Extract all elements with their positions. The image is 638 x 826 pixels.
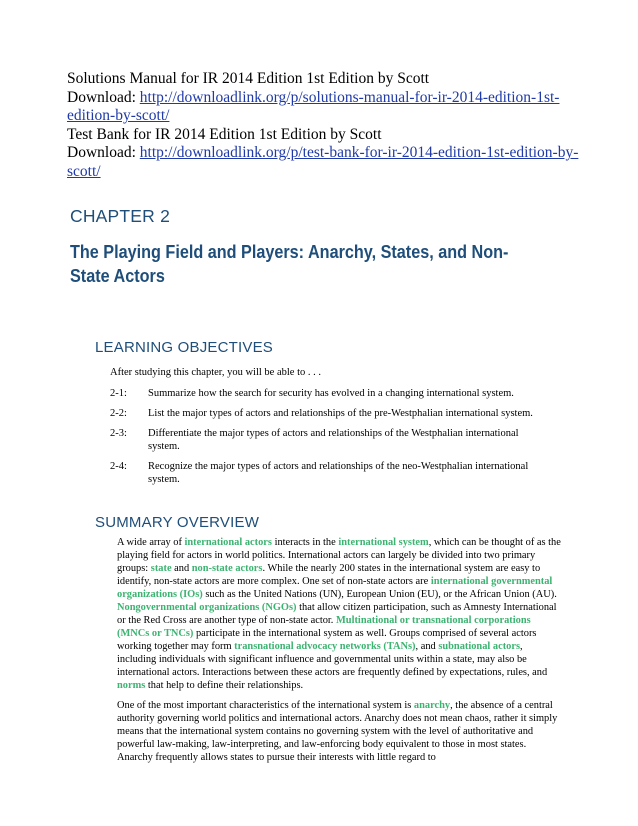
learning-objectives-intro: After studying this chapter, you will be able to . . . (110, 367, 321, 378)
key-term: norms (117, 680, 146, 691)
solutions-manual-link[interactable]: http://downloadlink.org/p/solutions-manual-for-ir-2014-edition-1st-edition-by-scott/ (67, 88, 560, 124)
body-text: One of the most important characteristics of the international system is (117, 700, 414, 711)
summary-body (117, 536, 563, 771)
body-text: participate in the international system as well. Groups comprised of several actors working together may form (117, 628, 537, 652)
test-bank-download-line (67, 144, 587, 181)
key-term: state (150, 563, 172, 574)
body-text: , and (415, 641, 439, 652)
chapter-title: The Playing Field and Players: Anarchy, States, and Non-State Actors (70, 242, 509, 286)
body-text: and (171, 563, 192, 574)
summary-overview-heading: SUMMARY OVERVIEW (95, 514, 260, 531)
body-text: that allow citizen participation, such as Amnesty International or the Red Cross are another type of non-state actor. (117, 602, 557, 626)
key-term: subnational actors (438, 641, 521, 652)
key-term: Nongovernmental organizations (NGOs) (117, 602, 297, 613)
key-term: international actors (184, 537, 272, 548)
download-header (67, 70, 587, 181)
list-item (110, 460, 540, 486)
key-term: anarchy (413, 700, 451, 711)
objective-text: Differentiate the major types of actors and relationships of the Westphalian international system. (148, 428, 519, 452)
solutions-manual-title: Solutions Manual for IR 2014 Edition 1st Edition by Scott (67, 70, 430, 87)
list-item (110, 407, 540, 420)
key-term: non-state actors (191, 563, 263, 574)
solutions-download-line (67, 89, 587, 126)
body-text: that help to define their relationships. (145, 680, 304, 691)
body-text: interacts in the (271, 537, 339, 548)
test-bank-title: Test Bank for IR 2014 Edition 1st Edition by Scott (67, 125, 382, 143)
objective-text: Recognize the major types of actors and relationships of the neo-Westphalian international system. (148, 461, 529, 485)
objective-number: 2-3: (110, 428, 127, 439)
summary-paragraph-2 (117, 699, 563, 764)
key-term: international governmental organizations (IOs) (117, 576, 553, 600)
body-text: . While the nearly 200 states in the international system are easy to identify, non-state actors are more complex. One set of non-state actors are (117, 563, 541, 587)
objective-text: Summarize how the search for security has evolved in a changing international system. (148, 388, 514, 399)
objective-text: List the major types of actors and relationships of the pre-Westphalian international system. (148, 408, 533, 419)
body-text: such as the United Nations (UN), European Union (EU), or the African Union (AU). (202, 589, 557, 600)
objective-number: 2-4: (110, 461, 127, 472)
download-label: Download: (67, 144, 140, 161)
list-item (110, 427, 540, 453)
download-label: Download: (67, 88, 140, 106)
body-text: A wide array of (117, 537, 185, 548)
chapter-label: CHAPTER 2 (70, 206, 171, 226)
objective-number: 2-1: (110, 388, 127, 399)
test-bank-link[interactable]: http://downloadlink.org/p/test-bank-for-ir-2014-edition-1st-edition-by-scott/ (67, 144, 579, 180)
key-term: Multinational or transnational corporations (MNCs or TNCs) (117, 615, 531, 639)
learning-objectives-heading: LEARNING OBJECTIVES (95, 339, 274, 356)
learning-objectives-list (110, 380, 540, 486)
list-item (110, 387, 540, 400)
key-term: international system (338, 537, 429, 548)
body-text: , including individuals with significant influence and governmental units within a state, may also be international actors. Interactions between these actors are frequently defined by expectations, rules, and (117, 641, 548, 678)
key-term: transnational advocacy networks (TANs) (234, 641, 416, 652)
summary-paragraph-1 (117, 536, 563, 692)
objective-number: 2-2: (110, 408, 127, 419)
body-text: , which can be thought of as the playing field for actors in world politics. International actors can largely be divided into two primary groups: (117, 537, 561, 574)
body-text: , the absence of a central authority governing world politics and international actors. Anarchy does not mean chaos, rather it simply means that the international system contains no governing system with the level of authoritative and powerful law-making, law-interpreting, and law-enforcing body equivalent to those in most states. Anarchy frequently allows states to pursue their interests with little regard to (117, 700, 558, 763)
